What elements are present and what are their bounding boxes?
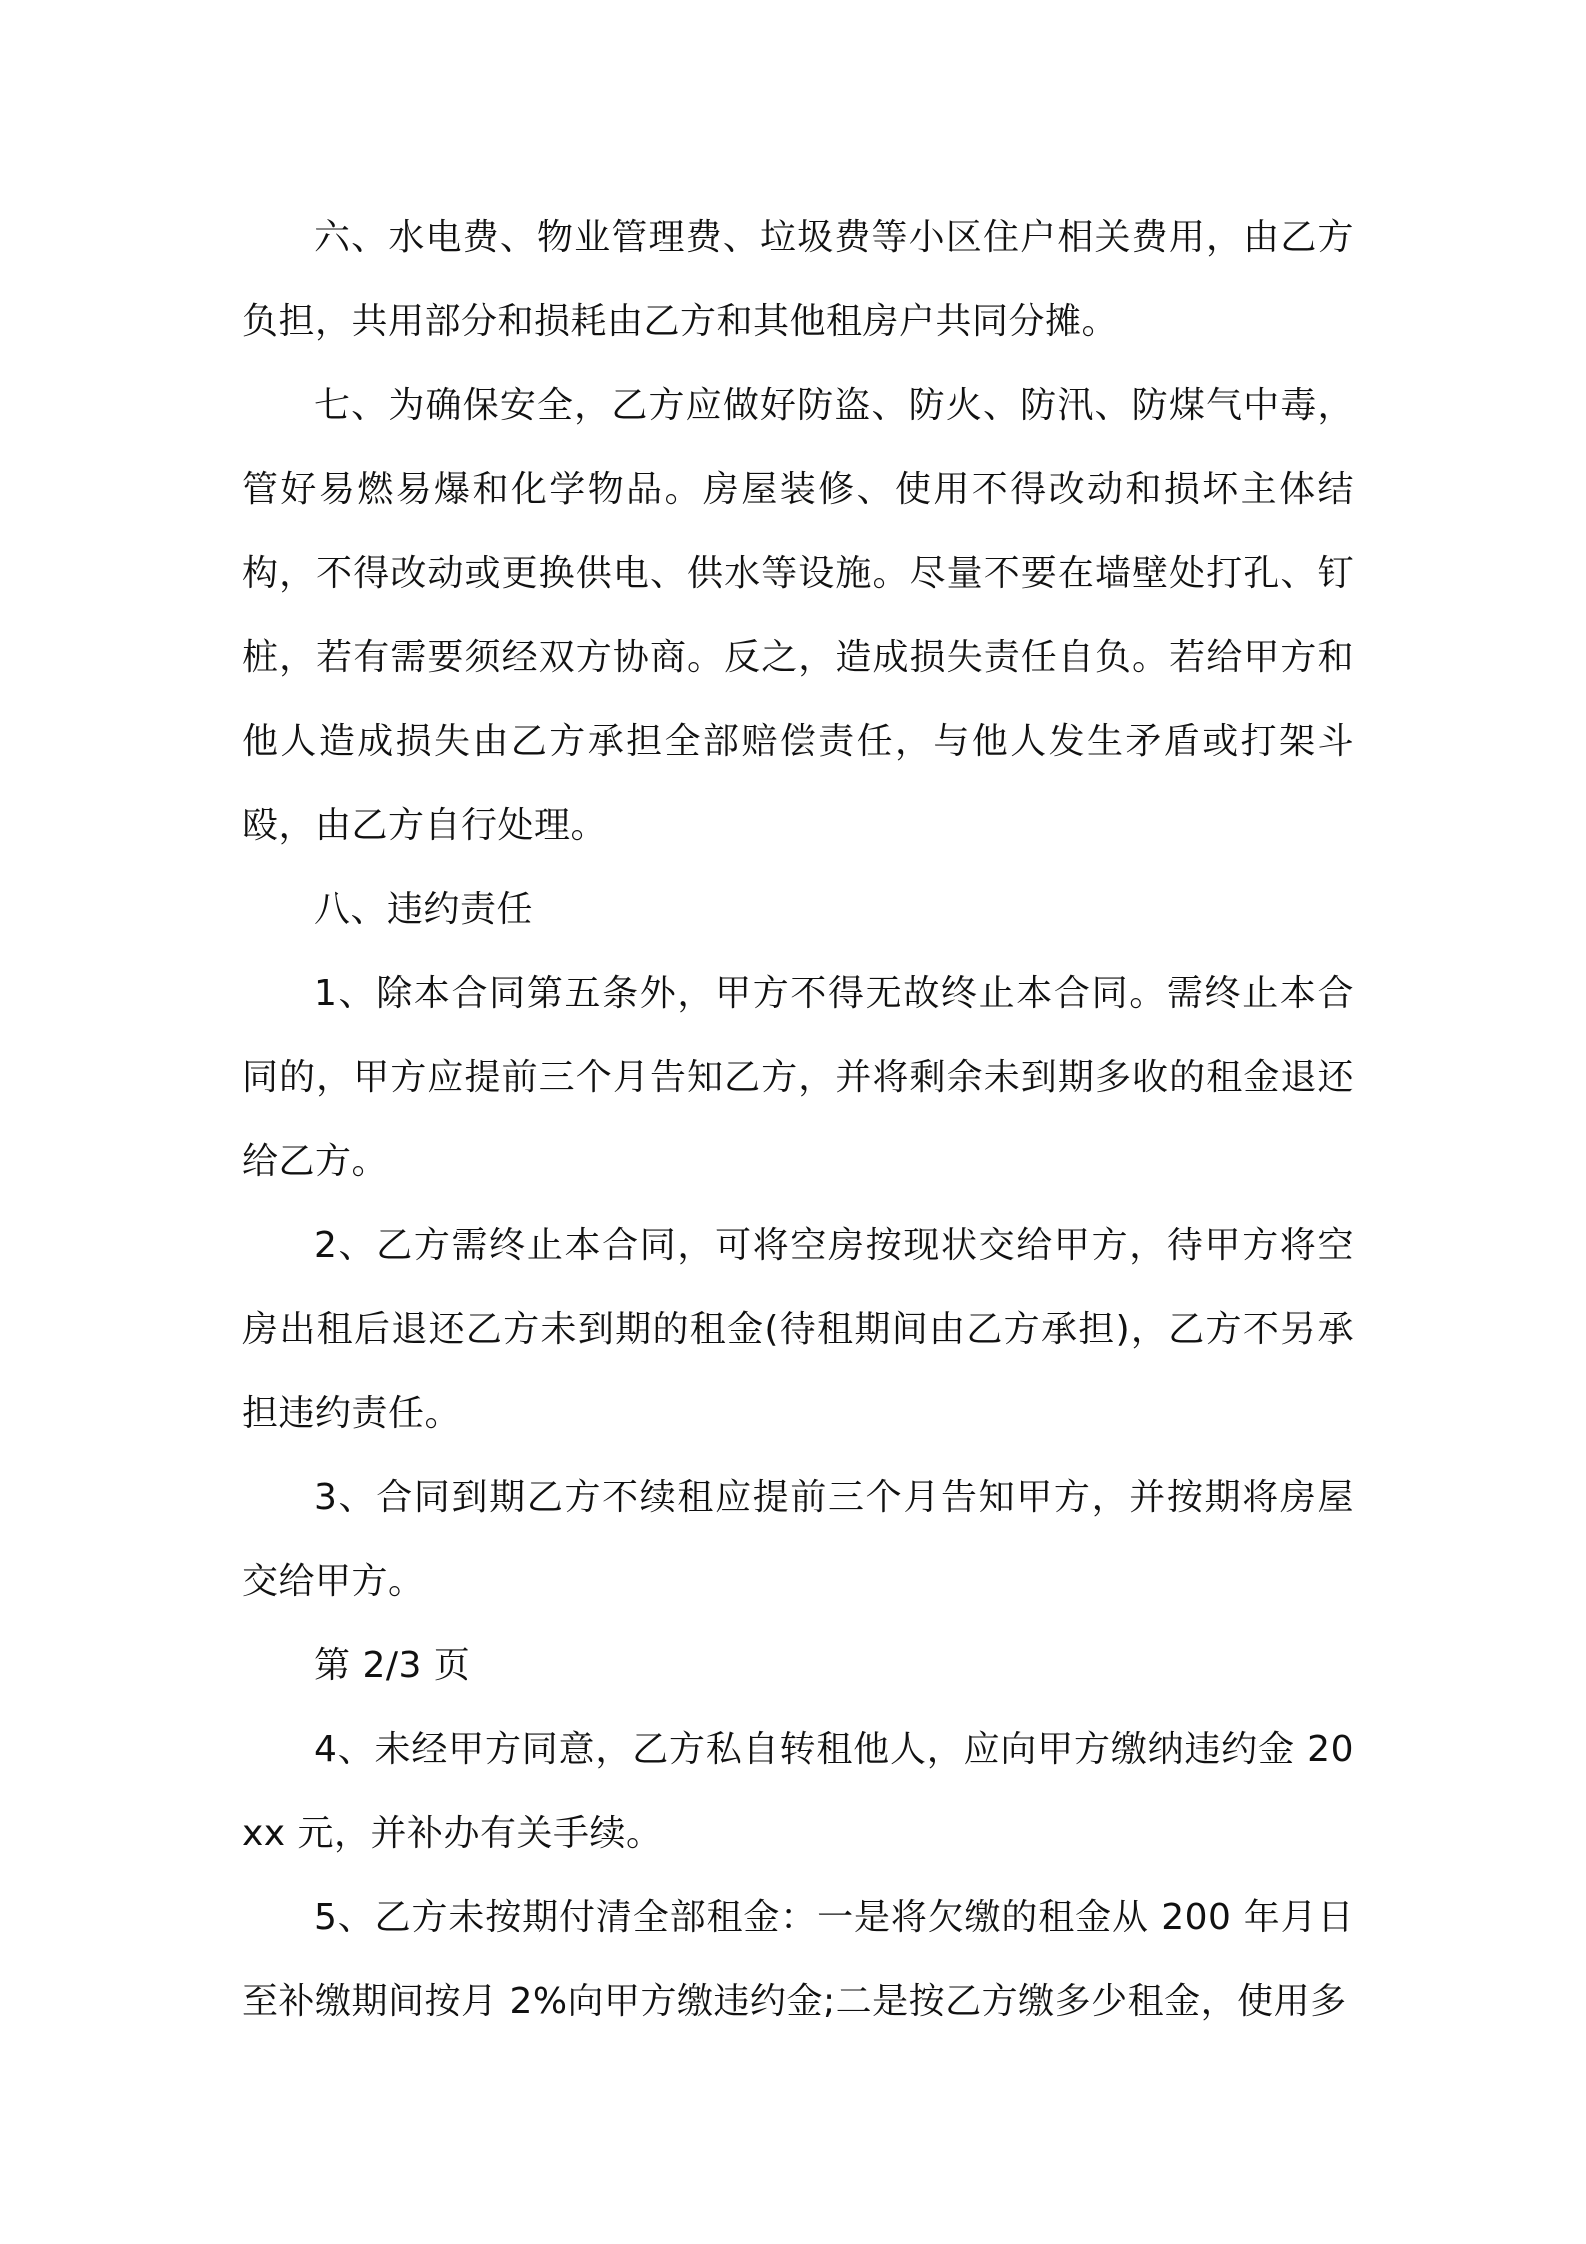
paragraph-safety: 七、为确保安全，乙方应做好防盗、防火、防汛、防煤气中毒，管好易燃易爆和化学物品。房屋装修、使用不得改动和损坏主体结构，不得改动或更换供电、供水等设施。尽量不要在墙壁处打孔、钉桩，若有需要须经双方协商。反之，造成损失责任自负。若给甲方和他人造成损失由乙方承担全部赔偿责任，与他人发生矛盾或打架斗殴，由乙方自行处理。 xyxy=(242,385,1354,846)
paragraph-utilities: 六、水电费、物业管理费、垃圾费等小区住户相关费用，由乙方负担，共用部分和损耗由乙方和其他租房户共同分摊。 xyxy=(242,217,1354,342)
section-heading-breach: 八、违约责任 xyxy=(314,889,534,930)
paragraph-clause-2: 2、乙方需终止本合同，可将空房按现状交给甲方，待甲方将空房出租后退还乙方未到期的租金(待租期间由乙方承担)，乙方不另承担违约责任。 xyxy=(242,1225,1354,1434)
paragraph-clause-1: 1、除本合同第五条外，甲方不得无故终止本合同。需终止本合同的，甲方应提前三个月告知乙方，并将剩余未到期多收的租金退还给乙方。 xyxy=(242,973,1354,1182)
paragraph-clause-3: 3、合同到期乙方不续租应提前三个月告知甲方，并按期将房屋交给甲方。 xyxy=(242,1477,1354,1602)
document-body xyxy=(242,196,1354,2044)
paragraph-clause-4: 4、未经甲方同意，乙方私自转租他人，应向甲方缴纳违约金 20xx 元，并补办有关手续。 xyxy=(242,1729,1354,1854)
paragraph-clause-5: 5、乙方未按期付清全部租金：一是将欠缴的租金从 200 年月日至补缴期间按月 2%向甲方缴违约金;二是按乙方缴多少租金，使用多 xyxy=(242,1897,1354,2022)
page-number: 第 2/3 页 xyxy=(314,1645,471,1686)
